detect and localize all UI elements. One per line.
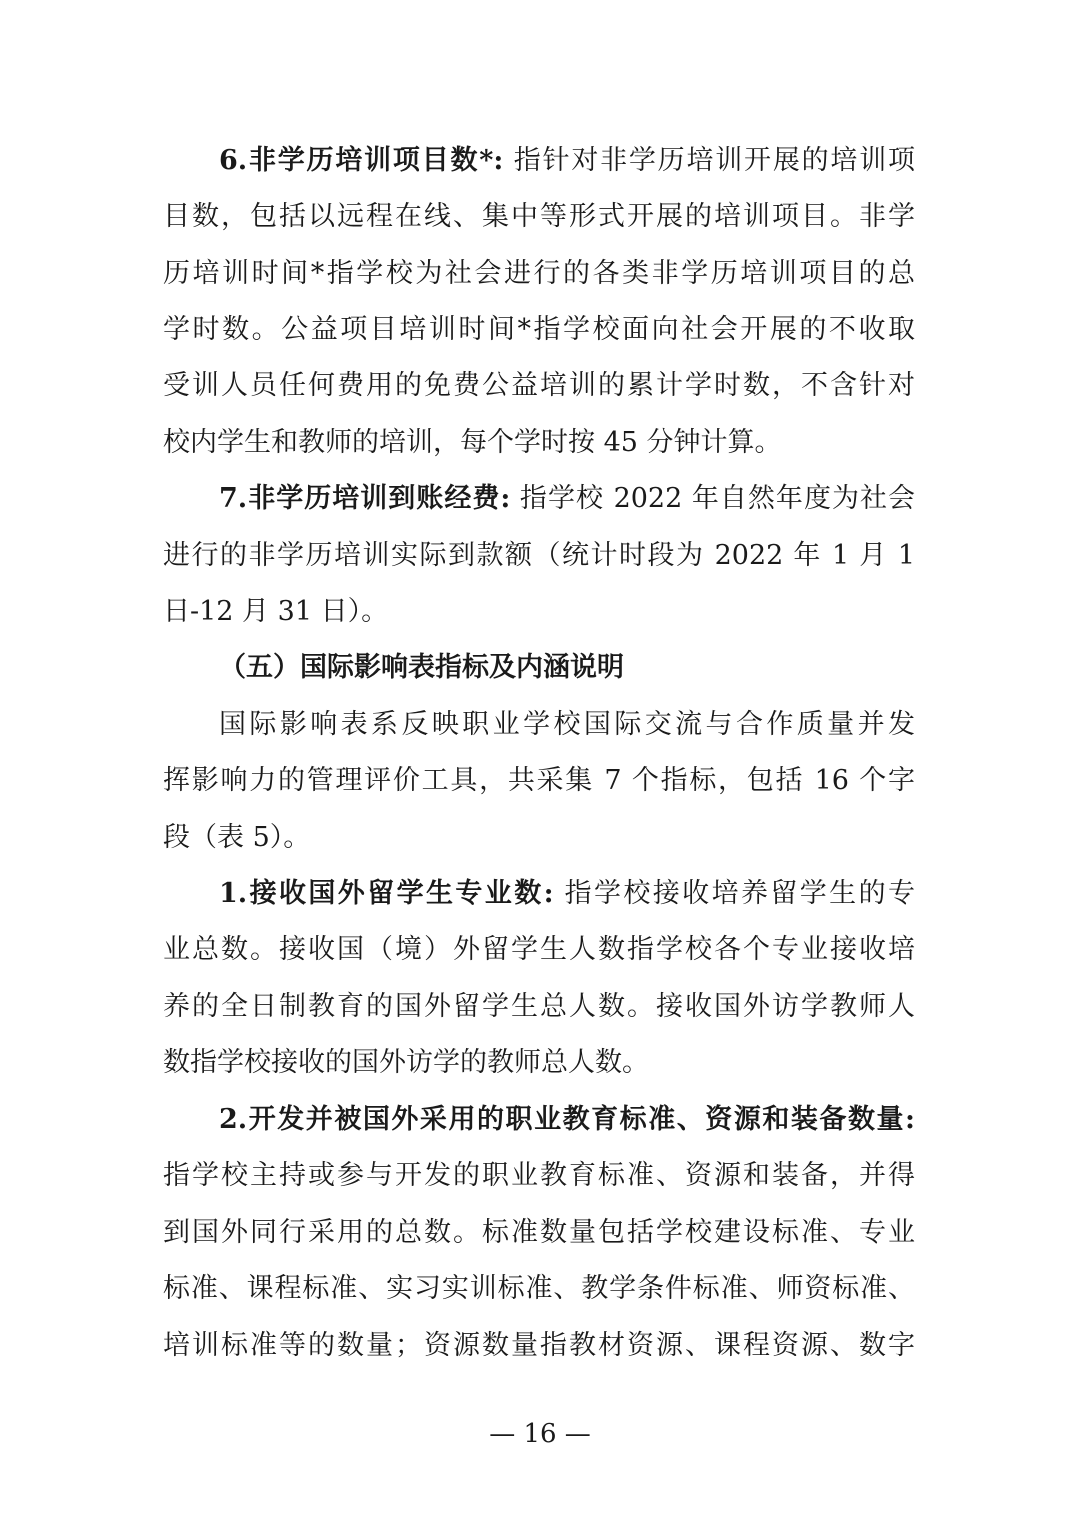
paragraph-line: 标准、课程标准、实习实训标准、教学条件标准、师资标准、 <box>163 1273 915 1304</box>
paragraph-line: 培训标准等的数量；资源数量指教材资源、课程资源、数字 <box>163 1330 915 1361</box>
item-6-line-1: 6.非学历培训项目数*: 指针对非学历培训开展的培训项 <box>219 145 915 176</box>
paragraph-line: 段（表 5）。 <box>163 822 311 853</box>
section-heading: （五）国际影响表指标及内涵说明 <box>219 652 624 683</box>
item-7-heading: 7.非学历培训到账经费: <box>219 483 511 514</box>
paragraph-line: 进行的非学历培训实际到款额（统计时段为 2022 年 1 月 1 <box>163 540 915 571</box>
paragraph-line: 目数，包括以远程在线、集中等形式开展的培训项目。非学 <box>163 201 915 232</box>
paragraph-line: 历培训时间*指学校为社会进行的各类非学历培训项目的总 <box>163 258 915 289</box>
paragraph-line: 业总数。接收国（境）外留学生人数指学校各个专业接收培 <box>163 934 915 965</box>
item-6-heading: 6.非学历培训项目数*: <box>219 145 504 176</box>
paragraph-line: 国际影响表系反映职业学校国际交流与合作质量并发 <box>219 709 915 740</box>
paragraph-line: 学时数。公益项目培训时间*指学校面向社会开展的不收取 <box>163 314 915 345</box>
item-1-heading: 1.接收国外留学生专业数: <box>219 878 554 909</box>
paragraph-line: 养的全日制教育的国外留学生总人数。接收国外访学教师人 <box>163 991 915 1022</box>
page-number: — 16 — <box>489 1419 591 1449</box>
paragraph-line: 日-12 月 31 日）。 <box>163 596 389 627</box>
paragraph-line: 指学校主持或参与开发的职业教育标准、资源和装备，并得 <box>163 1160 915 1191</box>
paragraph-line: 校内学生和教师的培训，每个学时按 45 分钟计算。 <box>163 427 782 458</box>
paragraph-line: 挥影响力的管理评价工具，共采集 7 个指标，包括 16 个字 <box>163 765 915 796</box>
paragraph-line: 受训人员任何费用的免费公益培训的累计学时数，不含针对 <box>163 370 915 401</box>
item-2-heading: 2.开发并被国外采用的职业教育标准、资源和装备数量: <box>219 1104 915 1135</box>
item-1-line-1: 1.接收国外留学生专业数: 指学校接收培养留学生的专 <box>219 878 915 909</box>
item-7-line-1: 7.非学历培训到账经费: 指学校 2022 年自然年度为社会 <box>219 483 916 514</box>
paragraph-line: 数指学校接收的国外访学的教师总人数。 <box>163 1047 649 1078</box>
paragraph-line: 到国外同行采用的总数。标准数量包括学校建设标准、专业 <box>163 1217 915 1248</box>
